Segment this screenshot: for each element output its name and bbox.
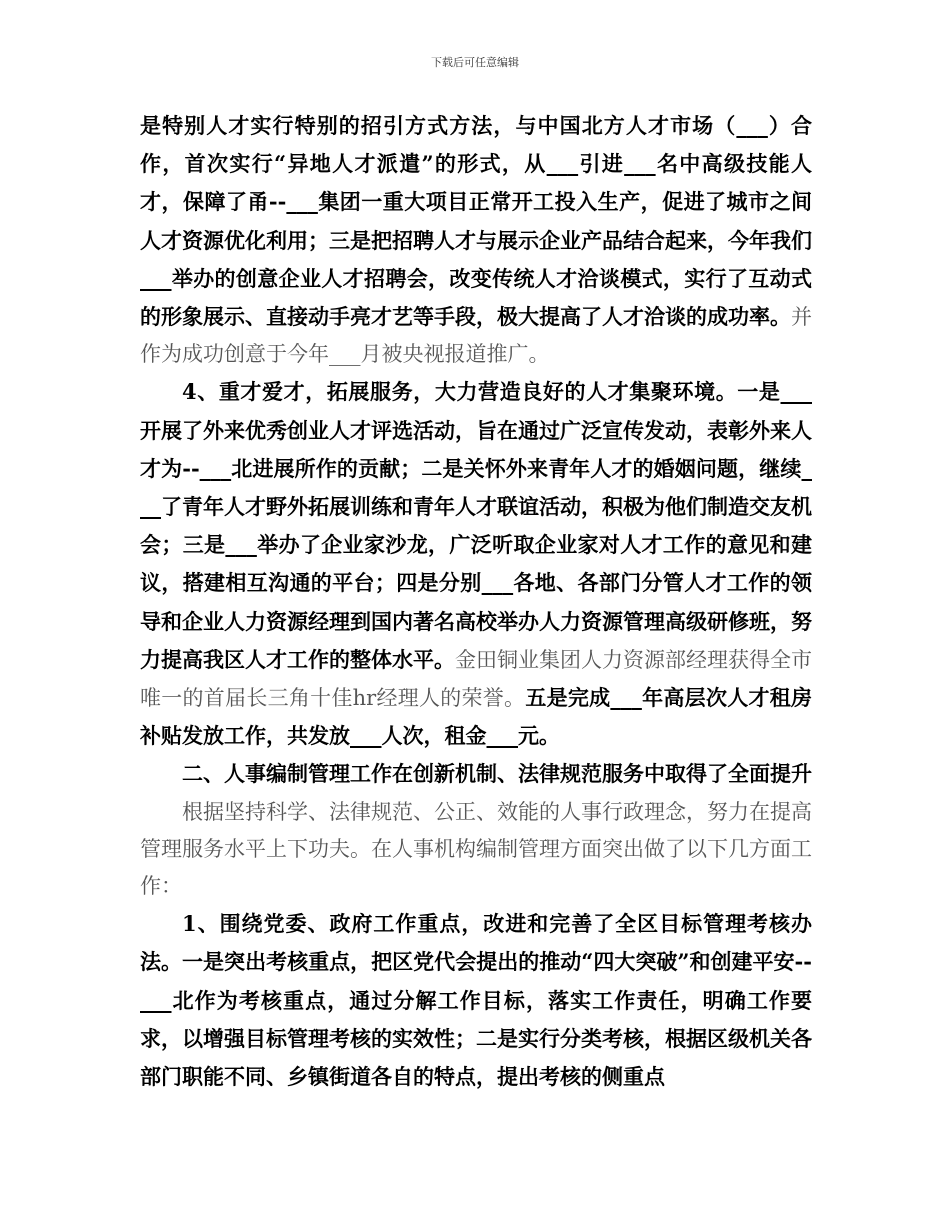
text-run: 二、人事编制管理工作在创新机制、法律规范服务中取得了全面提升 — [182, 761, 812, 787]
section-heading — [140, 755, 812, 793]
text-run: 是特别人才实行特别的招引方式方法，与中国北方人才市场（___）合作，首次实行“异地人才派遣”的形式，从___引进___名中高级技能人才，保障了甬--___集团一重大项目正常开工投入生产，促进了城市之间人才资源优化利用；三是把招聘人才与展示企业产品结合起来，今年我们___举办的创意企业人才招聘会，改变传统人才洽谈模式，实行了互动式的形象展示、直接动手亮才艺等手段，极大提高了人才洽谈的成功率。 — [140, 113, 812, 330]
text-run: 根据坚持科学、法律规范、公正、效能的人事行政理念，努力在提高管理服务水平上下功夫。在人事机构编制管理方面突出做了以下几方面工作： — [140, 799, 812, 899]
text-run: 4、重才爱才，拓展服务，大力营造良好的人才集聚环境。一是___开展了外来优秀创业人才评选活动，旨在通过广泛宣传发动，表彰外来人才为--___北进展所作的贡献；二是关怀外来青年人才的婚姻问题，继续___了青年人才野外拓展训练和青年人才联谊活动，积极为他们制造交友机会；三是___举办了企业家沙龙，广泛听取企业家对人才工作的意见和建议，搭建相互沟通的平台；四是分别___各地、各部门分管人才工作的领导和企业人力资源经理到国内著名高校举办人力资源管理高级研修班，努力提高我区人才工作的整体水平。 — [140, 379, 812, 672]
paragraph-intro — [140, 794, 812, 906]
paragraph-talent-recruitment — [140, 107, 812, 373]
text-run: 1、围绕党委、政府工作重点，改进和完善了全区目标管理考核办法。一是突出考核重点，把区党代会提出的推动“四大突破”和创建平安--___北作为考核重点，通过分解工作目标，落实工作责任，明确工作要求，以增强目标管理考核的实效性；二是实行分类考核，根据区级机关各部门职能不同、乡镇街道各自的特点，提出考核的侧重点 — [140, 911, 812, 1090]
paragraph-assessment — [140, 905, 812, 1096]
text-run: 并作为成功创意于今年___月被央视报道推广。 — [140, 305, 812, 367]
text-run: 金田铜业集团人力资源部经理获得全市唯一的首届长三角十佳hr经理人的荣誉。 — [140, 647, 812, 711]
page-header: 下载后可任意编辑 — [431, 56, 519, 69]
text-run: 五是完成___年高层次人才租房补贴发放工作，共发放___人次，租金___元。 — [140, 685, 813, 749]
paragraph-talent-environment — [140, 373, 812, 755]
document-body — [140, 107, 812, 1096]
